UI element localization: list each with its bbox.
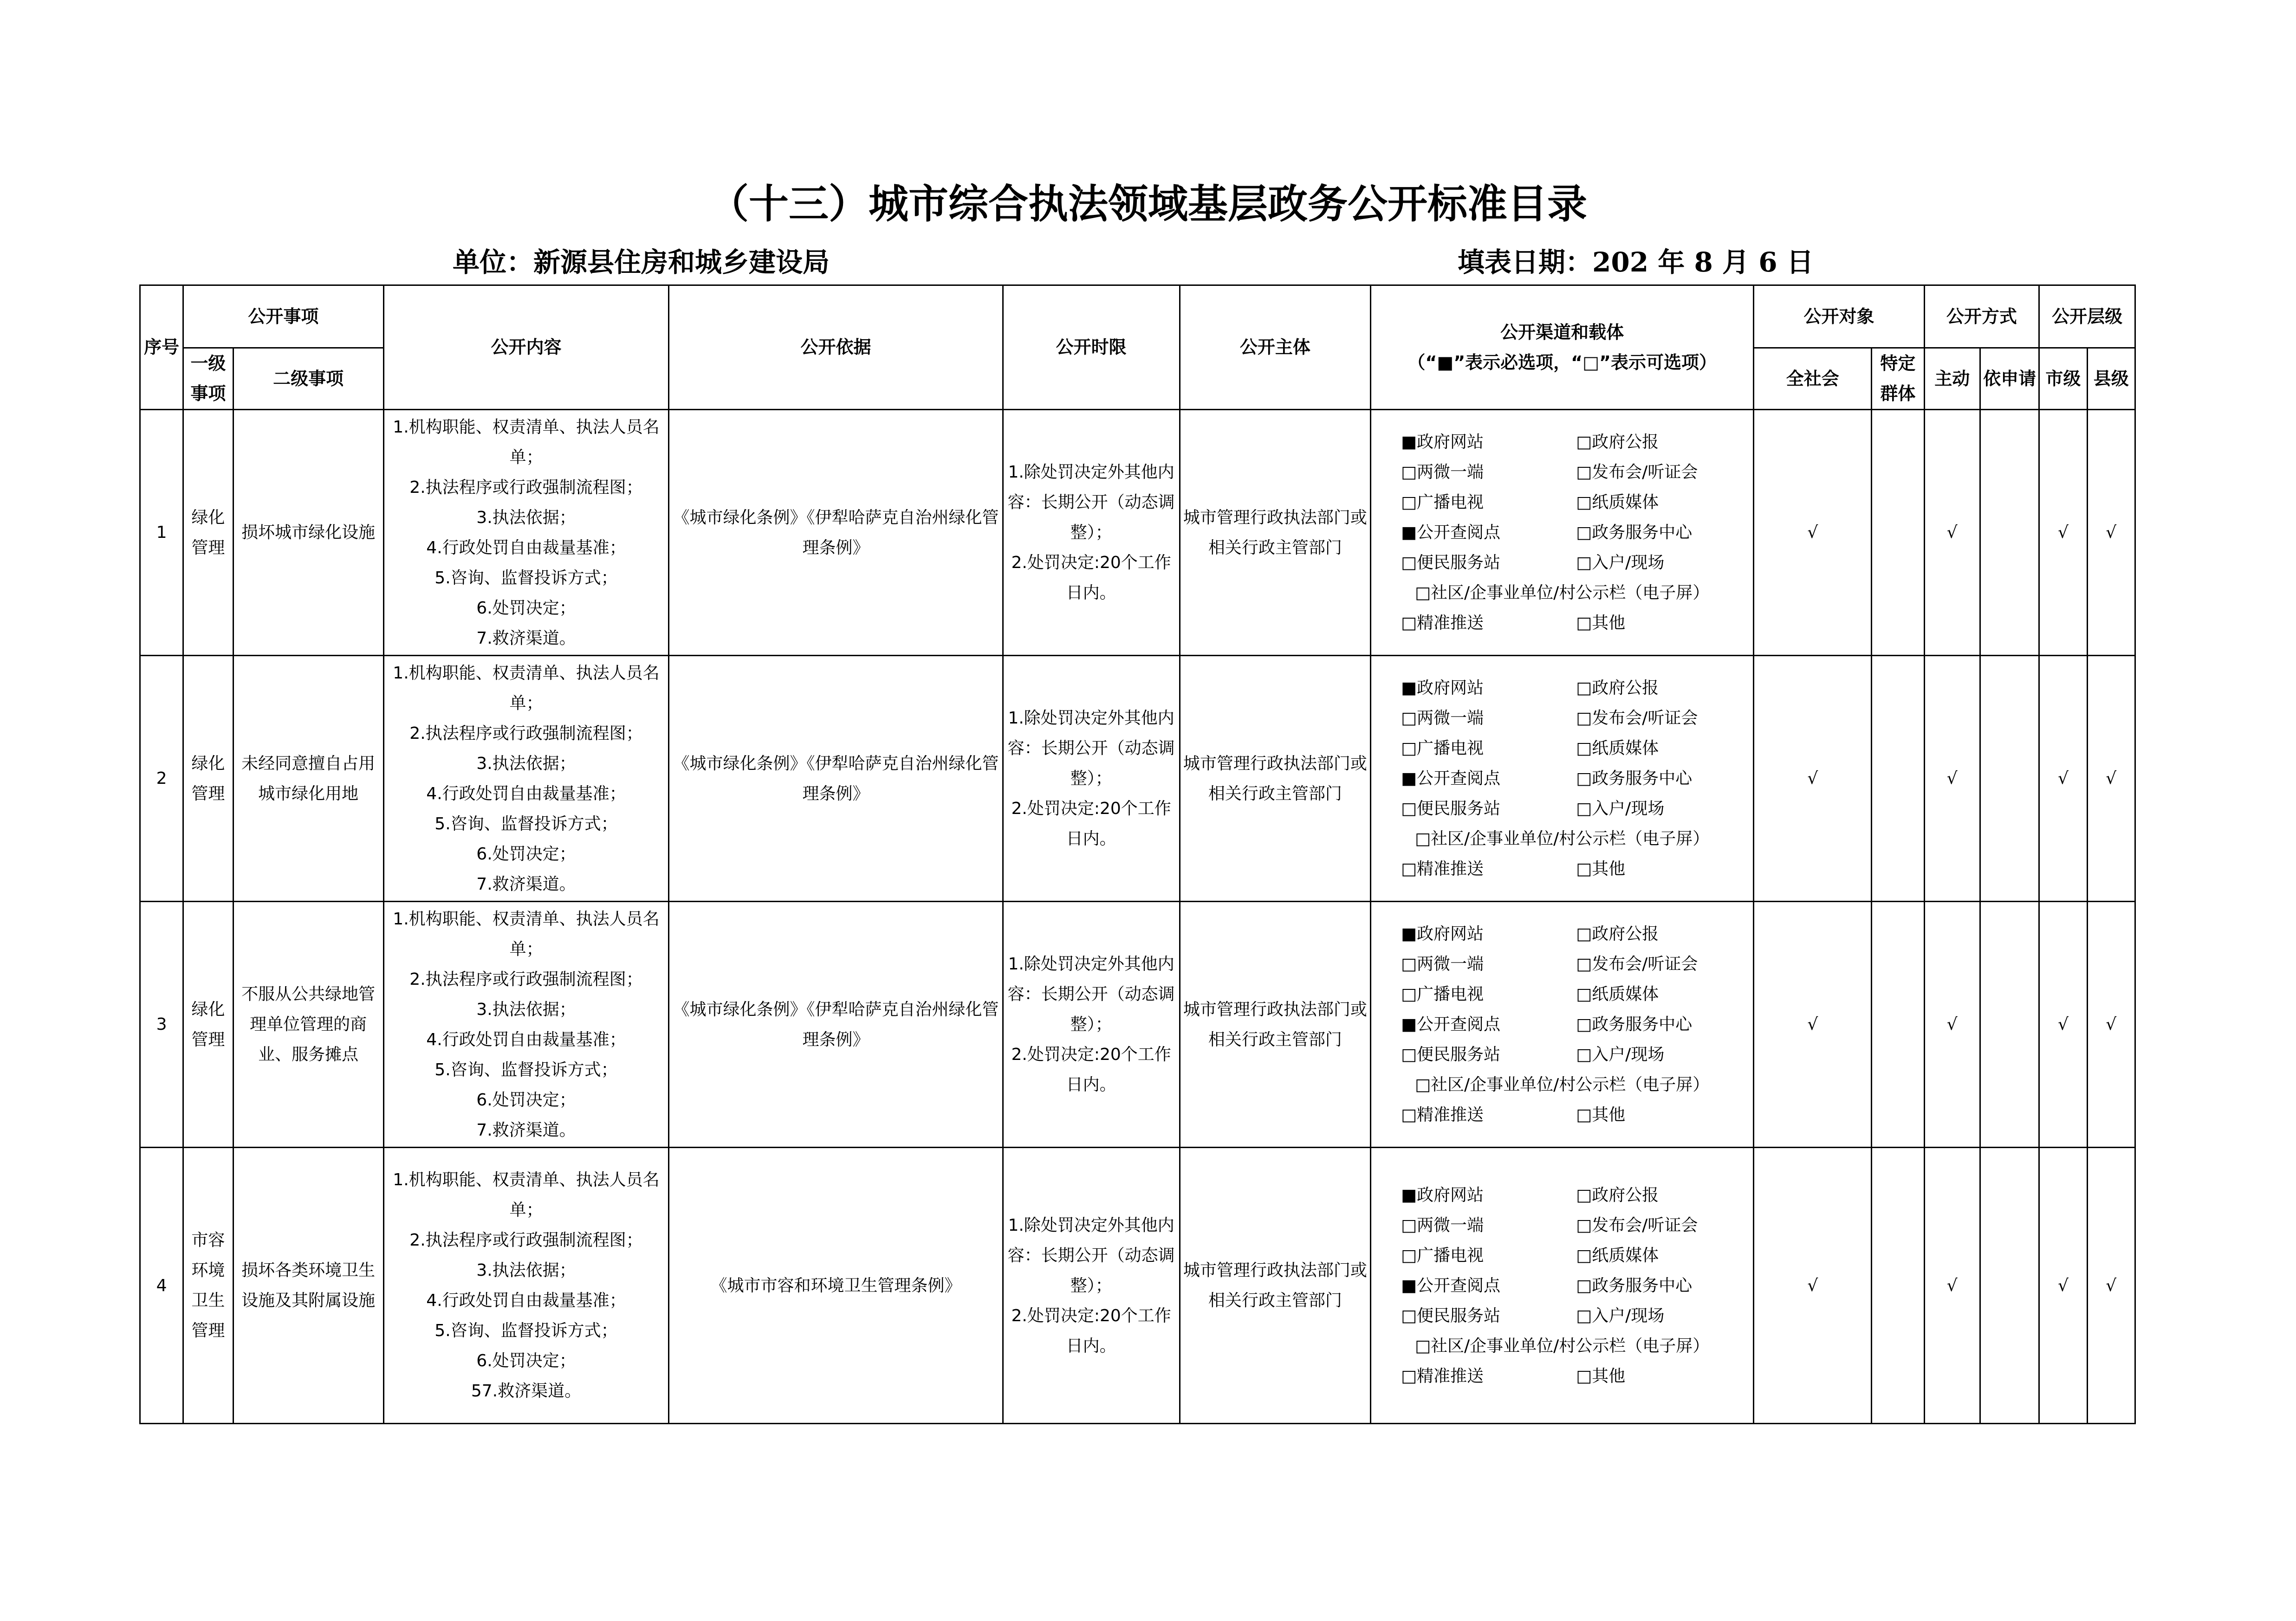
channel-option: ■公开查阅点 (1401, 1276, 1500, 1295)
channel-option: □入户/现场 (1576, 553, 1665, 572)
channel-option: □政府公报 (1576, 678, 1659, 697)
channel-option: □政务服务中心 (1576, 769, 1693, 788)
content-line: 2.执法程序或行政强制流程图； (409, 478, 643, 497)
table-row (140, 656, 2135, 902)
channel-option: □两微一端 (1401, 709, 1484, 728)
channel-option: □广播电视 (1401, 493, 1484, 512)
row-level-county: √ (2087, 902, 2135, 1148)
channel-option: □政务服务中心 (1576, 1276, 1693, 1295)
channel-option: □发布会/听证会 (1576, 955, 1698, 974)
row-level-county: √ (2087, 1148, 2135, 1424)
time-line: 1.除处罚决定外其他内容：长期公开（动态调整）； (1007, 463, 1175, 542)
content-line: 5.咨询、监督投诉方式； (435, 1060, 618, 1079)
channel-option: □其他 (1576, 1105, 1626, 1124)
channel-option: □其他 (1576, 1366, 1626, 1386)
row-level-county: √ (2087, 410, 2135, 656)
row-seq: 3 (140, 902, 183, 1148)
row-target-all: √ (1754, 410, 1872, 656)
content-line: 4.行政处罚自由裁量基准； (426, 1030, 626, 1049)
row-subject: 城市管理行政执法部门或相关行政主管部门 (1180, 656, 1370, 902)
channel-option: □精准推送 (1401, 1105, 1484, 1124)
time-line: 1.除处罚决定外其他内容：长期公开（动态调整）； (1007, 955, 1175, 1034)
channel-option: □政府公报 (1576, 924, 1659, 943)
channel-option: □入户/现场 (1576, 1045, 1665, 1064)
row-channels (1370, 656, 1753, 902)
row-method-request (1980, 902, 2039, 1148)
row-method-active: √ (1924, 656, 1980, 902)
channel-option: □发布会/听证会 (1576, 709, 1698, 728)
content-line: 5.咨询、监督投诉方式； (435, 814, 618, 833)
channel-option: □精准推送 (1401, 614, 1484, 633)
time-line: 2.处罚决定:20个工作日内。 (1011, 553, 1171, 602)
row-level1: 市容环境卫生管理 (183, 1148, 233, 1424)
channel-option: ■公开查阅点 (1401, 769, 1500, 788)
unit-label: 单位：新源县住房和城乡建设局 (453, 246, 830, 278)
row-channels (1370, 410, 1753, 656)
channel-option: □发布会/听证会 (1576, 463, 1698, 482)
content-line: 2.执法程序或行政强制流程图； (409, 723, 643, 743)
header-channels-title: 公开渠道和载体 (1500, 322, 1624, 342)
header-time: 公开时限 (1003, 285, 1180, 410)
channel-option: □便民服务站 (1401, 1045, 1500, 1064)
time-line: 2.处罚决定:20个工作日内。 (1011, 1306, 1171, 1356)
row-basis: 《城市市容和环境卫生管理条例》 (669, 1148, 1003, 1424)
channel-option: □纸质媒体 (1576, 985, 1659, 1004)
channel-grid (1373, 673, 1751, 884)
row-level2: 未经同意擅自占用城市绿化用地 (233, 656, 383, 902)
row-level1: 绿化管理 (183, 902, 233, 1148)
channel-option: □精准推送 (1401, 859, 1484, 878)
channel-option: □纸质媒体 (1576, 1246, 1659, 1265)
header-level2: 二级事项 (233, 348, 383, 410)
channel-option: □两微一端 (1401, 463, 1484, 482)
row-subject: 城市管理行政执法部门或相关行政主管部门 (1180, 410, 1370, 656)
row-level1: 绿化管理 (183, 410, 233, 656)
content-line: 7.救济渠道。 (476, 874, 576, 894)
time-line: 1.除处罚决定外其他内容：长期公开（动态调整）； (1007, 1215, 1175, 1295)
header-seq: 序号 (140, 285, 183, 410)
channel-option: □入户/现场 (1576, 799, 1665, 818)
channel-option: ■公开查阅点 (1401, 523, 1500, 542)
content-line: 1.机构职能、权责清单、执法人员名单； (393, 417, 660, 467)
channel-option: □社区/企事业单位/村公示栏（电子屏） (1415, 583, 1710, 602)
row-method-active: √ (1924, 902, 1980, 1148)
content-line: 7.救济渠道。 (476, 1120, 576, 1140)
channel-option: □广播电视 (1401, 985, 1484, 1004)
content-line: 1.机构职能、权责清单、执法人员名单； (393, 663, 660, 713)
channel-option: □发布会/听证会 (1576, 1215, 1698, 1235)
content-line: 5.咨询、监督投诉方式； (435, 1321, 618, 1340)
row-level-city: √ (2039, 656, 2087, 902)
time-line: 2.处罚决定:20个工作日内。 (1011, 799, 1171, 848)
row-target-specific (1872, 902, 1924, 1148)
content-line: 6.处罚决定； (476, 598, 576, 618)
header-method: 公开方式 (1924, 285, 2039, 348)
channel-option: ■政府网站 (1401, 433, 1484, 452)
channel-option: □其他 (1576, 614, 1626, 633)
row-target-all: √ (1754, 1148, 1872, 1424)
row-seq: 1 (140, 410, 183, 656)
row-level-county: √ (2087, 656, 2135, 902)
row-level2: 不服从公共绿地管理单位管理的商业、服务摊点 (233, 902, 383, 1148)
row-time (1003, 902, 1180, 1148)
header-level: 公开层级 (2039, 285, 2135, 348)
row-level2: 损坏各类环境卫生设施及其附属设施 (233, 1148, 383, 1424)
header-channels (1370, 285, 1753, 410)
row-channels (1370, 902, 1753, 1148)
row-level1: 绿化管理 (183, 656, 233, 902)
channel-option: ■政府网站 (1401, 678, 1484, 697)
content-line: 3.执法依据； (476, 1000, 576, 1019)
channel-option: ■政府网站 (1401, 1185, 1484, 1205)
catalog-table (139, 284, 2136, 1424)
channel-option: □精准推送 (1401, 1366, 1484, 1386)
channel-option: □纸质媒体 (1576, 493, 1659, 512)
row-subject: 城市管理行政执法部门或相关行政主管部门 (1180, 1148, 1370, 1424)
channel-option: ■政府网站 (1401, 924, 1484, 943)
row-target-all: √ (1754, 656, 1872, 902)
channel-option: □入户/现场 (1576, 1306, 1665, 1325)
channel-option: □政府公报 (1576, 433, 1659, 452)
table-row (140, 902, 2135, 1148)
header-method-request: 依申请 (1980, 348, 2039, 410)
channel-option: □政务服务中心 (1576, 1015, 1693, 1034)
channel-grid (1373, 427, 1751, 638)
row-level2: 损坏城市绿化设施 (233, 410, 383, 656)
time-line: 1.除处罚决定外其他内容：长期公开（动态调整）； (1007, 709, 1175, 788)
header-subject: 公开主体 (1180, 285, 1370, 410)
row-content (383, 1148, 669, 1424)
row-content (383, 656, 669, 902)
page-title: （十三）城市综合执法领域基层政务公开标准目录 (709, 181, 1587, 227)
channel-option: □社区/企事业单位/村公示栏（电子屏） (1415, 829, 1710, 848)
channel-option: □两微一端 (1401, 1215, 1484, 1235)
header-level-county: 县级 (2087, 348, 2135, 410)
content-line: 1.机构职能、权责清单、执法人员名单； (393, 909, 660, 959)
content-line: 2.执法程序或行政强制流程图； (409, 1231, 643, 1250)
row-method-request (1980, 410, 2039, 656)
channel-option: □其他 (1576, 859, 1626, 878)
row-content (383, 410, 669, 656)
content-line: 6.处罚决定； (476, 844, 576, 864)
row-subject: 城市管理行政执法部门或相关行政主管部门 (1180, 902, 1370, 1148)
row-content (383, 902, 669, 1148)
row-method-request (1980, 656, 2039, 902)
row-basis: 《城市绿化条例》《伊犁哈萨克自治州绿化管理条例》 (669, 902, 1003, 1148)
row-target-specific (1872, 410, 1924, 656)
table-row (140, 1148, 2135, 1424)
row-level-city: √ (2039, 902, 2087, 1148)
fill-date: 填表日期：202 年 8 月 6 日 (1458, 246, 1814, 278)
content-line: 57.救济渠道。 (471, 1382, 582, 1401)
channel-grid (1373, 919, 1751, 1130)
channel-option: □两微一端 (1401, 955, 1484, 974)
channel-option: ■公开查阅点 (1401, 1015, 1500, 1034)
content-line: 3.执法依据； (476, 1261, 576, 1280)
header-method-active: 主动 (1924, 348, 1980, 410)
row-method-active: √ (1924, 410, 1980, 656)
content-line: 3.执法依据； (476, 754, 576, 773)
header-basis: 公开依据 (669, 285, 1003, 410)
row-level-city: √ (2039, 1148, 2087, 1424)
row-time (1003, 656, 1180, 902)
content-line: 4.行政处罚自由裁量基准； (426, 784, 626, 803)
row-method-active: √ (1924, 1148, 1980, 1424)
time-line: 2.处罚决定:20个工作日内。 (1011, 1045, 1171, 1094)
channel-option: □广播电视 (1401, 739, 1484, 758)
channel-option: □政府公报 (1576, 1185, 1659, 1205)
row-level-city: √ (2039, 410, 2087, 656)
header-level-city: 市级 (2039, 348, 2087, 410)
row-target-specific (1872, 656, 1924, 902)
row-seq: 4 (140, 1148, 183, 1424)
content-line: 6.处罚决定； (476, 1351, 576, 1370)
content-line: 3.执法依据； (476, 508, 576, 527)
content-line: 7.救济渠道。 (476, 628, 576, 648)
channel-option: □社区/企事业单位/村公示栏（电子屏） (1415, 1075, 1710, 1094)
channel-option: □便民服务站 (1401, 553, 1500, 572)
row-channels (1370, 1148, 1753, 1424)
header-channels-note: （“■”表示必选项，“□”表示可选项） (1407, 352, 1717, 373)
header-content: 公开内容 (383, 285, 669, 410)
channel-option: □广播电视 (1401, 1246, 1484, 1265)
channel-option: □社区/企事业单位/村公示栏（电子屏） (1415, 1336, 1710, 1356)
row-method-request (1980, 1148, 2039, 1424)
row-basis: 《城市绿化条例》《伊犁哈萨克自治州绿化管理条例》 (669, 410, 1003, 656)
content-line: 1.机构职能、权责清单、执法人员名单； (393, 1170, 660, 1220)
header-level1: 一级事项 (183, 348, 233, 410)
channel-option: □便民服务站 (1401, 799, 1500, 818)
content-line: 6.处罚决定； (476, 1090, 576, 1110)
table-row (140, 410, 2135, 656)
channel-option: □纸质媒体 (1576, 739, 1659, 758)
header-items: 公开事项 (183, 285, 383, 348)
content-line: 5.咨询、监督投诉方式； (435, 568, 618, 588)
row-target-specific (1872, 1148, 1924, 1424)
row-time (1003, 410, 1180, 656)
content-line: 4.行政处罚自由裁量基准； (426, 1291, 626, 1310)
header-target: 公开对象 (1754, 285, 1924, 348)
row-target-all: √ (1754, 902, 1872, 1148)
header-target-all: 全社会 (1754, 348, 1872, 410)
row-seq: 2 (140, 656, 183, 902)
channel-grid (1373, 1180, 1751, 1391)
channel-option: □政务服务中心 (1576, 523, 1693, 542)
content-line: 2.执法程序或行政强制流程图； (409, 969, 643, 989)
row-basis: 《城市绿化条例》《伊犁哈萨克自治州绿化管理条例》 (669, 656, 1003, 902)
header-target-specific: 特定群体 (1872, 348, 1924, 410)
row-time (1003, 1148, 1180, 1424)
channel-option: □便民服务站 (1401, 1306, 1500, 1325)
content-line: 4.行政处罚自由裁量基准； (426, 538, 626, 557)
